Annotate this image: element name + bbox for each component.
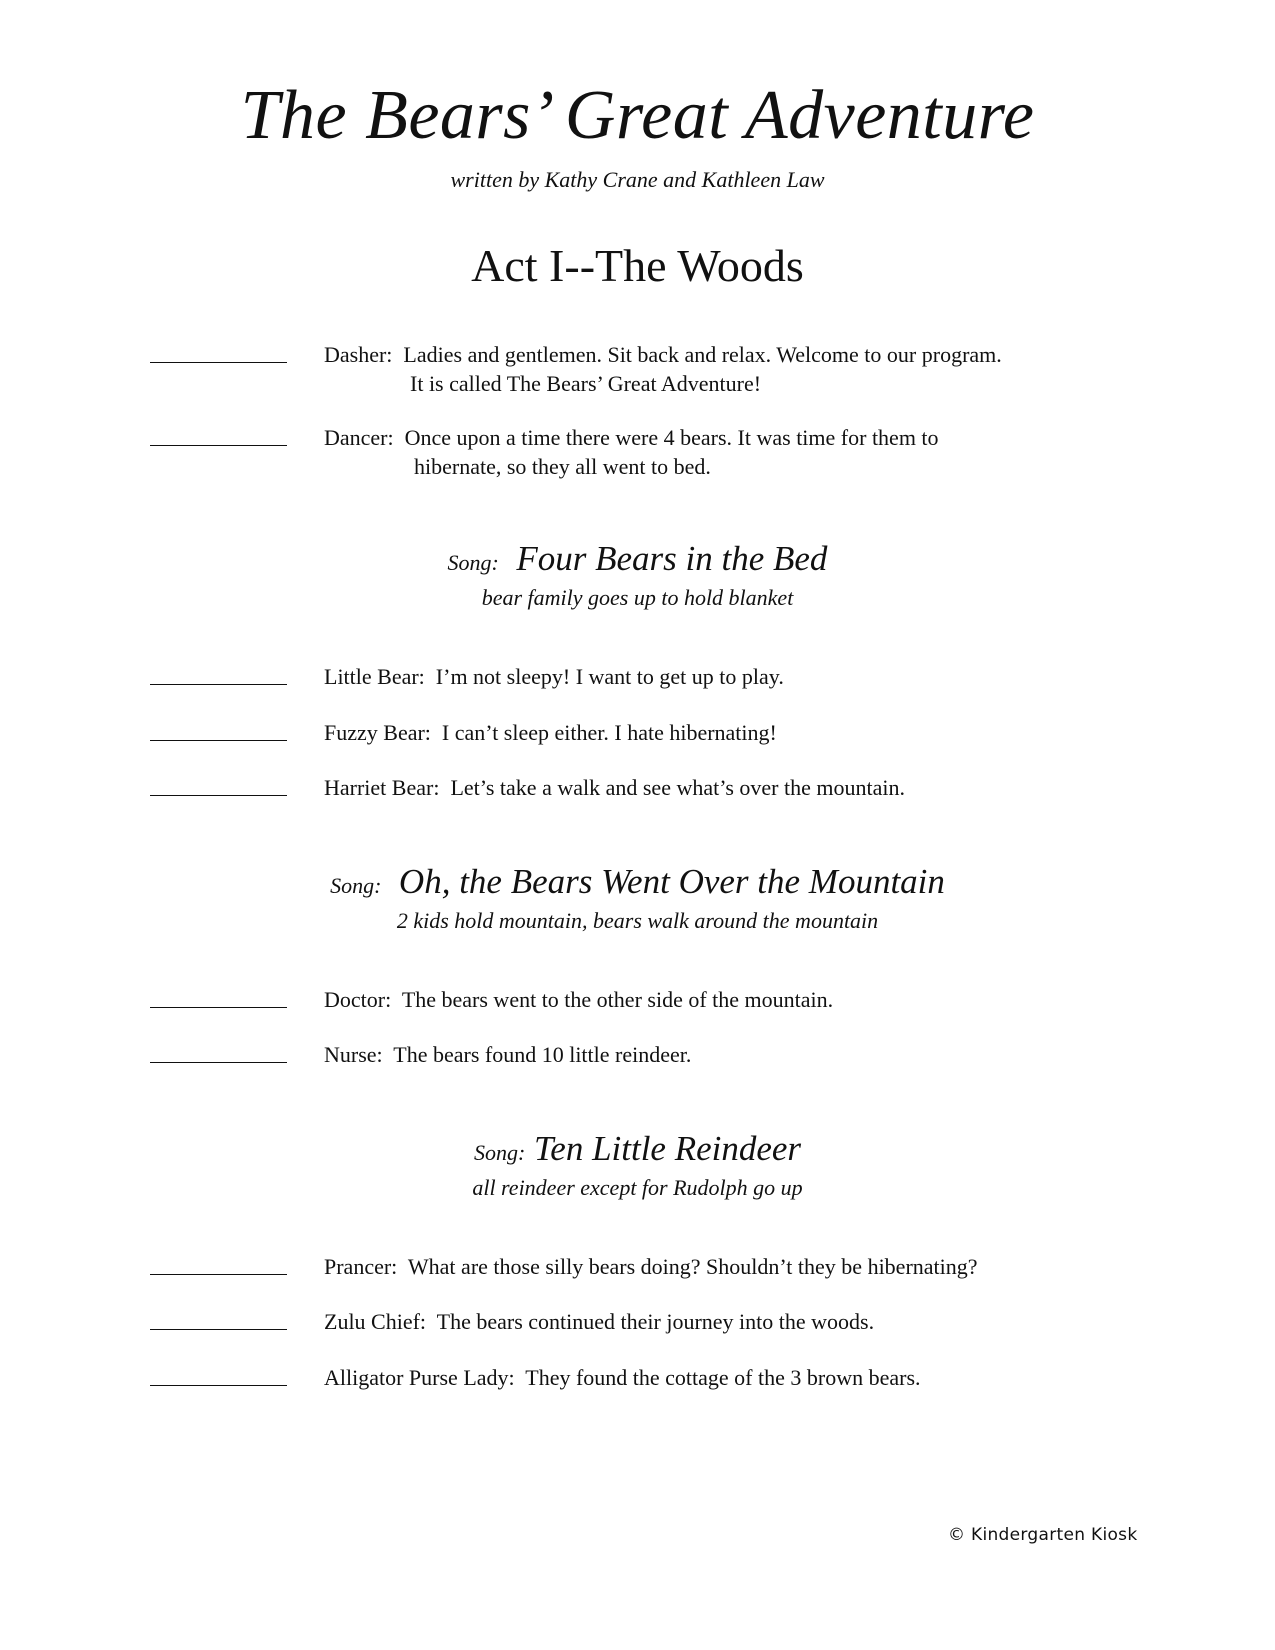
line-text: They found the cottage of the 3 brown bears. bbox=[525, 1365, 921, 1390]
name-blank bbox=[150, 684, 287, 685]
speaker-name: Dasher: bbox=[324, 342, 393, 367]
name-blank bbox=[150, 1274, 287, 1275]
speaker-name: Fuzzy Bear: bbox=[324, 720, 431, 745]
line-text: Let’s take a walk and see what’s over the mountain. bbox=[450, 775, 905, 800]
line-speech bbox=[324, 340, 1144, 398]
song-block bbox=[0, 1128, 1275, 1202]
song-note: bear family goes up to hold blanket bbox=[481, 585, 794, 610]
copyright-credit: © Kindergarten Kiosk bbox=[948, 1525, 1138, 1545]
name-blank bbox=[150, 1007, 287, 1008]
speaker-name: Dancer: bbox=[324, 425, 394, 450]
line-text: The bears went to the other side of the mountain. bbox=[401, 987, 834, 1012]
song-label: Song: bbox=[447, 550, 499, 575]
song-label: Song: bbox=[330, 873, 382, 898]
line-speech bbox=[324, 1040, 1144, 1069]
name-blank bbox=[150, 1385, 287, 1386]
line-text: I can’t sleep either. I hate hibernating! bbox=[441, 720, 777, 745]
speaker-name: Nurse: bbox=[324, 1042, 383, 1067]
name-blank bbox=[150, 1062, 287, 1063]
song-block bbox=[0, 861, 1275, 935]
speaker-name: Zulu Chief: bbox=[324, 1309, 427, 1334]
line-continuation: It is called The Bears’ Great Adventure! bbox=[410, 371, 762, 396]
line-text: Ladies and gentlemen. Sit back and relax. Welcome to our program. bbox=[403, 342, 1002, 367]
song-block bbox=[0, 538, 1275, 612]
speaker-name: Harriet Bear: bbox=[324, 775, 440, 800]
name-blank bbox=[150, 795, 287, 796]
name-blank bbox=[150, 740, 287, 741]
speaker-name: Alligator Purse Lady: bbox=[324, 1365, 515, 1390]
speaker-name: Little Bear: bbox=[324, 664, 425, 689]
line-speech bbox=[324, 985, 1144, 1014]
page-title: The Bears’ Great Adventure bbox=[240, 77, 1035, 154]
line-speech bbox=[324, 1363, 1144, 1392]
line-continuation: hibernate, so they all went to bed. bbox=[414, 454, 711, 479]
name-blank bbox=[150, 362, 287, 363]
byline: written by Kathy Crane and Kathleen Law bbox=[450, 167, 825, 192]
song-title: Ten Little Reindeer bbox=[534, 1129, 802, 1168]
name-blank bbox=[150, 1329, 287, 1330]
song-title: Oh, the Bears Went Over the Mountain bbox=[398, 862, 945, 901]
line-text: The bears continued their journey into the woods. bbox=[436, 1309, 875, 1334]
line-speech bbox=[324, 773, 1144, 802]
song-note: all reindeer except for Rudolph go up bbox=[472, 1175, 803, 1200]
line-text: I’m not sleepy! I want to get up to play. bbox=[435, 664, 784, 689]
line-text: What are those silly bears doing? Shouldn’t they be hibernating? bbox=[407, 1254, 978, 1279]
line-speech bbox=[324, 423, 1144, 481]
line-speech bbox=[324, 718, 1144, 747]
song-label: Song: bbox=[473, 1140, 526, 1165]
name-blank bbox=[150, 445, 287, 446]
song-title: Four Bears in the Bed bbox=[516, 539, 828, 578]
line-text: Once upon a time there were 4 bears. It was time for them to bbox=[404, 425, 939, 450]
act-heading: Act I--The Woods bbox=[471, 240, 804, 291]
line-speech bbox=[324, 662, 1144, 691]
line-speech bbox=[324, 1252, 1144, 1281]
speaker-name: Doctor: bbox=[324, 987, 392, 1012]
line-text: The bears found 10 little reindeer. bbox=[393, 1042, 692, 1067]
song-note: 2 kids hold mountain, bears walk around the mountain bbox=[396, 908, 879, 933]
speaker-name: Prancer: bbox=[324, 1254, 398, 1279]
line-speech bbox=[324, 1307, 1144, 1336]
